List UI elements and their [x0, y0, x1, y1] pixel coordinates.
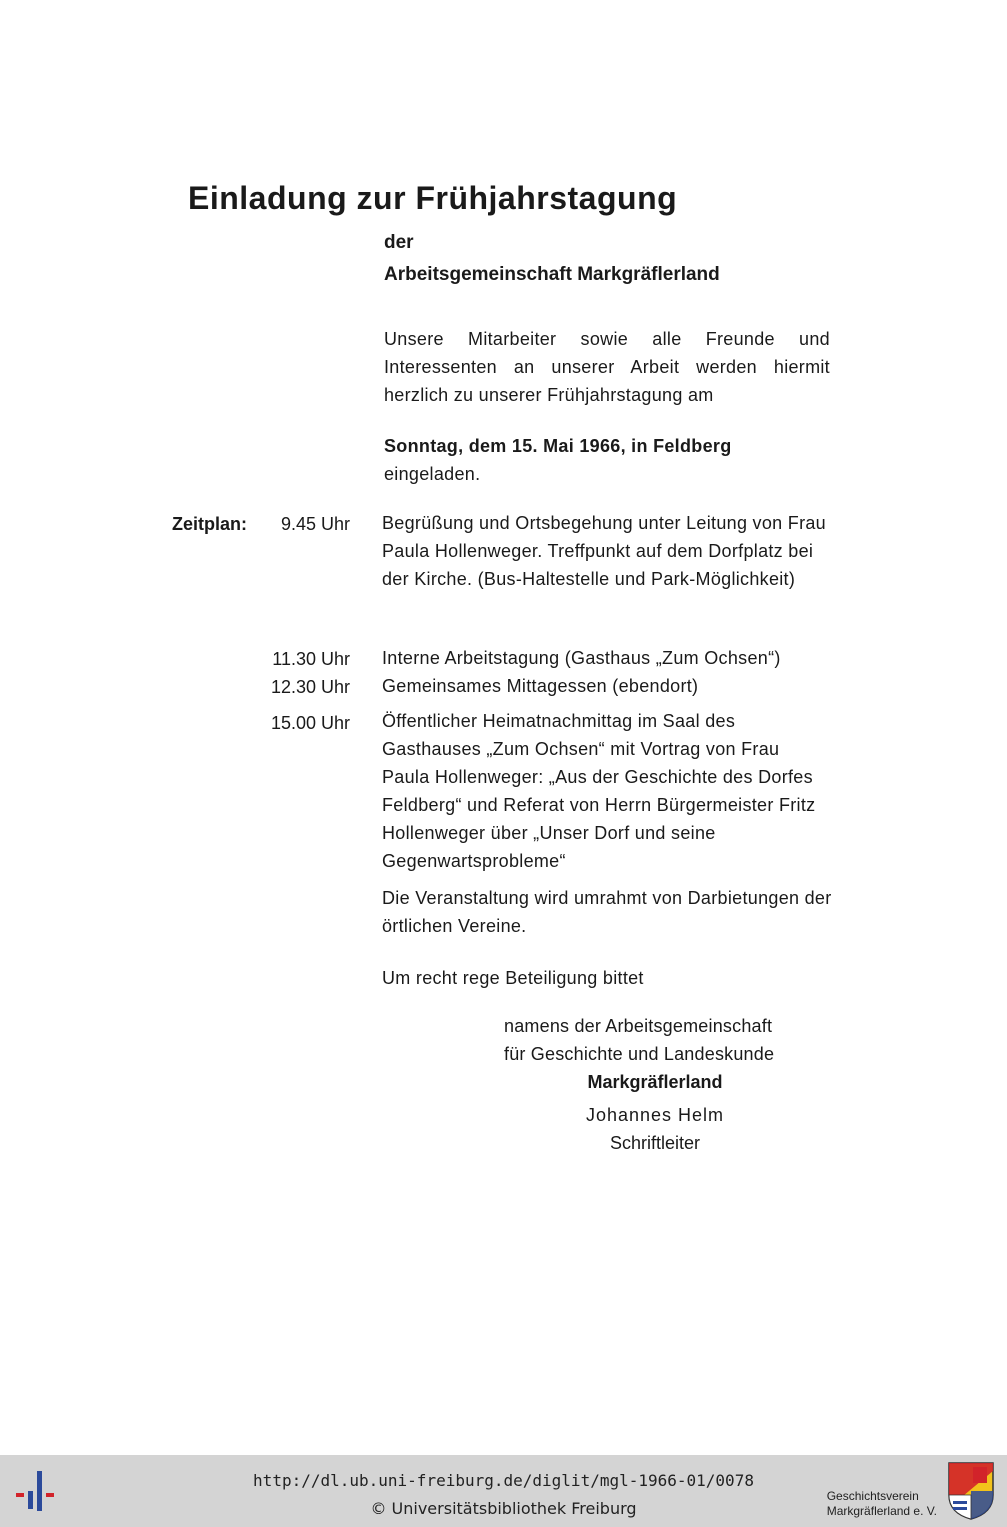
- intro-paragraph: Unsere Mitarbeiter sowie alle Freunde und Interessenten an unserer Arbeit werden hiermit herzlich zu unserer Frühjahrstagung am: [384, 329, 830, 405]
- closing-line: Um recht rege Beteiligung bittet: [382, 968, 644, 988]
- signature-line: für Geschichte und Landeskunde: [504, 1044, 775, 1064]
- copyright-notice: © Universitätsbibliothek Freiburg: [370, 1499, 637, 1518]
- schedule-time: 12.30 Uhr: [270, 677, 350, 697]
- schedule-text: Gemeinsames Mittagessen (ebendort): [382, 676, 699, 696]
- society-name: [827, 1489, 937, 1519]
- signature-role: Schriftleiter: [609, 1133, 701, 1153]
- schedule-label: Zeitplan:: [172, 514, 247, 534]
- schedule-text: Öffentlicher Heimatnachmittag im Saal des Gasthauses „Zum Ochsen“ mit Vortrag von Frau Paula Hollenweger: „Aus der Geschichte des Dorfes Feldberg“ und Referat von Herrn Bürgermeister Fritz Hollenweger über „Unser Dorf und seine Gegenwartsprobleme“: [382, 711, 816, 871]
- subtitle-organization: Arbeitsgemeinschaft Markgräflerland: [384, 264, 720, 285]
- framing-paragraph: Die Veranstaltung wird umrahmt von Darbietungen der örtlichen Vereine.: [382, 888, 832, 936]
- source-url[interactable]: http://dl.ub.uni-freiburg.de/diglit/mgl-1966-01/0078: [253, 1471, 754, 1490]
- signature-organization: Markgräflerland: [587, 1072, 723, 1092]
- event-date: Sonntag, dem 15. Mai 1966, in Feldberg: [384, 436, 732, 456]
- signature-line: namens der Arbeitsgemeinschaft: [504, 1016, 773, 1036]
- coat-of-arms-icon: [947, 1461, 995, 1521]
- society-line: Markgräflerland e. V.: [826, 1504, 937, 1518]
- schedule-text: Begrüßung und Ortsbegehung unter Leitung von Frau Paula Hollenweger. Treffpunkt auf dem Dorfplatz bei der Kirche. (Bus-Haltestelle und Park-Möglichkeit): [382, 513, 826, 589]
- schedule-text: Interne Arbeitstagung (Gasthaus „Zum Ochsen“): [382, 648, 781, 668]
- society-line: Geschichtsverein: [826, 1489, 919, 1503]
- schedule-time: 9.45 Uhr: [280, 514, 350, 534]
- invited-text: eingeladen.: [384, 464, 481, 484]
- page-title: Einladung zur Frühjahrstagung: [188, 180, 678, 216]
- schedule-time: 11.30 Uhr: [272, 649, 350, 669]
- signature-name: Johannes Helm: [585, 1105, 725, 1125]
- footer-bar: [0, 1455, 1007, 1527]
- schedule-time: 15.00 Uhr: [270, 713, 350, 733]
- subtitle-der: der: [384, 232, 414, 253]
